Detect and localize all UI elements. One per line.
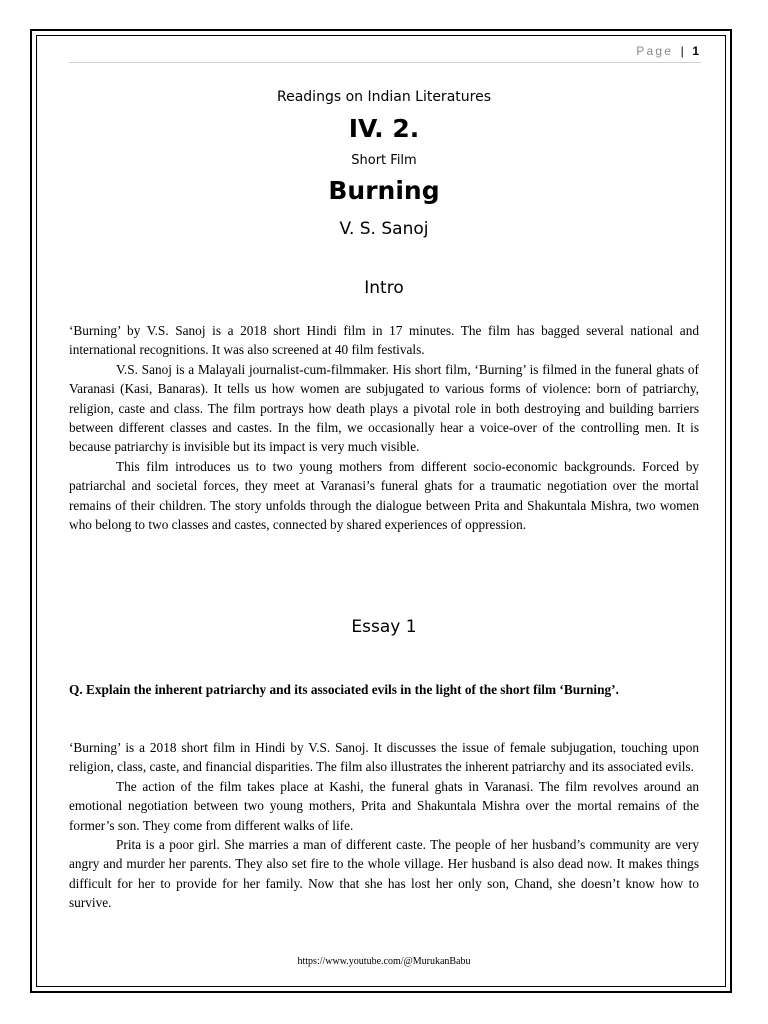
essay-heading: Essay 1 (351, 617, 417, 637)
intro-paragraph: V.S. Sanoj is a Malayali journalist-cum-filmmaker. His short film, ‘Burning’ is filmed in the funeral ghats of Varanasi (Kasi, Banaras). It tells us how women are subjugated to various forms of violence: born of patriarchy, religion, caste and class. The film portrays how death plays a pivotal role in both destroying and building barriers between different classes and castes. In the film, we occasionally hear a voice-over of the controlling men. It is because patriarchy is invisible but its impact is very much visible. (69, 361, 699, 455)
intro-section (69, 321, 699, 534)
essay-question: Q. Explain the inherent patriarchy and its associated evils in the light of the short film ‘Burning’. (69, 682, 619, 697)
work-author: V. S. Sanoj (339, 219, 429, 239)
page-number-header (636, 44, 699, 58)
page-number: 1 (692, 44, 699, 58)
essay-paragraph: The action of the film takes place at Kashi, the funeral ghats in Varanasi. The film revolves around an emotional negotiation between two young mothers, Prita and Shakuntala Mishra over the mortal remains of the former’s son. They come from different walks of life. (69, 778, 699, 833)
header-divider (69, 62, 701, 63)
work-title: Burning (328, 176, 440, 205)
intro-heading: Intro (364, 278, 404, 298)
footer-link[interactable]: https://www.youtube.com/@MurukanBabu (297, 956, 471, 967)
work-type: Short Film (351, 153, 417, 168)
intro-paragraph: ‘Burning’ by V.S. Sanoj is a 2018 short Hindi film in 17 minutes. The film has bagged several national and international recognitions. It was also screened at 40 film festivals. (69, 323, 699, 358)
essay-section (69, 738, 699, 913)
essay-paragraph: Prita is a poor girl. She marries a man of different caste. The people of her husband’s community are very angry and murder her parents. They also set fire to the whole village. Her husband is also dead now. It makes things difficult for her to provide for her family. Now that she has lost her only son, Chand, she doesn’t know how to survive. (69, 837, 699, 911)
unit-number: IV. 2. (348, 114, 420, 143)
page-word: Page (636, 44, 674, 58)
essay-paragraph: ‘Burning’ is a 2018 short film in Hindi by V.S. Sanoj. It discusses the issue of female subjugation, touching upon religion, class, caste, and financial disparities. The film also illustrates the inherent patriarchy and its associated evils. (69, 740, 699, 775)
intro-paragraph: This film introduces us to two young mothers from different socio-economic backgrounds. Forced by patriarchal and societal forces, they meet at Varanasi’s funeral ghats for a traumatic negotiation over the mortal remains of their children. The story unfolds through the dialogue between Prita and Shakuntala Mishra, two women who belong to two classes and castes, connected by shared experiences of oppression. (69, 458, 699, 533)
series-title: Readings on Indian Literatures (277, 89, 491, 105)
page-separator: | (680, 44, 684, 58)
